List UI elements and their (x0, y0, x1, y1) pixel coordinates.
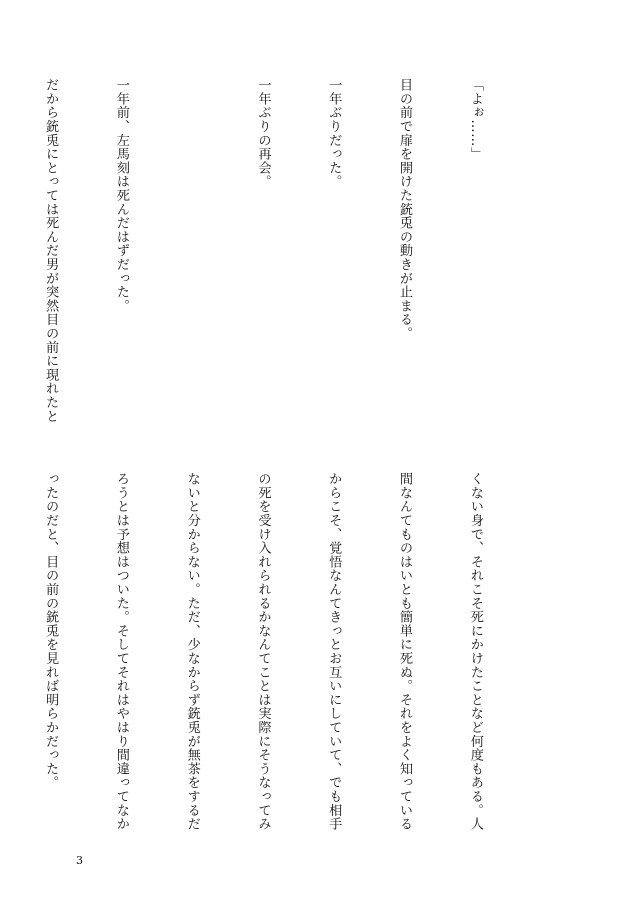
text-line: 間なんてものはいとも簡単に死ぬ。それをよく知っている (397, 472, 413, 831)
lower-text-block (0, 472, 534, 852)
text-line: 「よぉ……」 (467, 78, 483, 161)
text-line: ないと分からない。ただ、少なからず銃兎が無茶をするだ (184, 472, 200, 831)
text-line: くない身で、それこそ死にかけたことなど何度もある。人 (467, 472, 483, 831)
text-line: からこそ、覚悟なんてきっとお互いにしていて、でも相手 (326, 472, 342, 831)
text-line: 一年前、左馬刻は死んだはずだった。 (113, 78, 129, 313)
upper-text-block (0, 78, 534, 468)
text-line: の死を受け入れられるかなんてことは実際にそうなってみ (255, 472, 271, 831)
text-line: ろうとは予想はついた。そしてそれはやはり間違ってなか (113, 472, 129, 831)
text-line: 一年ぶりの再会。 (255, 78, 271, 189)
text-line: だから銃兎にとっては死んだ男が突然目の前に現れたと (43, 78, 59, 423)
blank-line (180, 78, 204, 468)
text-line: ったのだと、目の前の銃兎を見れば明らかだった。 (43, 472, 59, 790)
page-number: 3 (76, 854, 83, 867)
text-line: 一年ぶりだった。 (326, 78, 342, 189)
text-line: 目の前で扉を開けた銃兎の動きが止まる。 (397, 78, 413, 341)
